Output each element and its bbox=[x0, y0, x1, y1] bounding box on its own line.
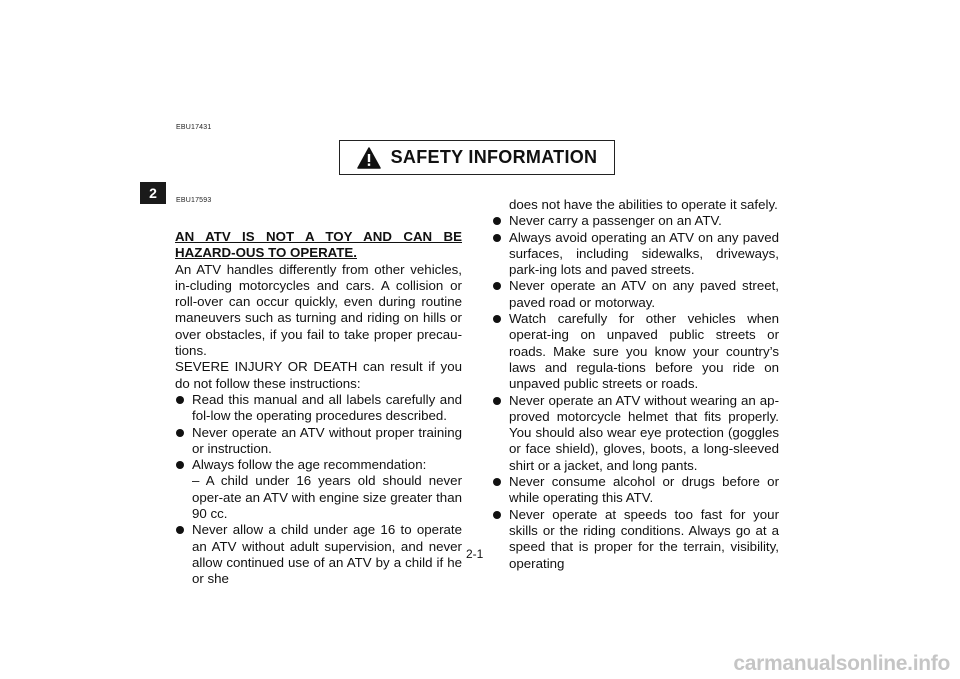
list-item: Never operate an ATV on any paved street, paved road or motorway. bbox=[492, 278, 779, 311]
bullet-icon bbox=[493, 511, 501, 519]
list-item: Never carry a passenger on an ATV. bbox=[492, 213, 779, 229]
list-item: Never operate at speeds too fast for your skills or the riding conditions. Always go at a speed that is proper for the terrain, visibility, operating bbox=[492, 507, 779, 572]
list-item: Never operate an ATV without wearing an ap-proved motorcycle helmet that fits properly. You should also wear eye protection (goggles or face shield), gloves, boots, a long-sleeved shirt or a jacket, and long pants. bbox=[492, 393, 779, 474]
list-item: Watch carefully for other vehicles when operat-ing on unpaved public streets or roads. Make sure you know your country’s laws and regula-tions before you ride on unpaved public streets or roads. bbox=[492, 311, 779, 392]
list-item: Never consume alcohol or drugs before or while operating this ATV. bbox=[492, 474, 779, 507]
section-title-box bbox=[339, 140, 615, 175]
page-number: 2-1 bbox=[466, 547, 484, 561]
bullet-icon bbox=[493, 315, 501, 323]
continued-text: does not have the abilities to operate it safely. bbox=[509, 197, 778, 212]
bullet-icon bbox=[493, 397, 501, 405]
section-code: EBU17593 bbox=[176, 197, 212, 204]
top-code: EBU17431 bbox=[176, 124, 212, 131]
bullet-icon bbox=[176, 526, 184, 534]
chapter-tab: 2 bbox=[140, 182, 166, 204]
bullet-icon bbox=[493, 217, 501, 225]
list-item: Never allow a child under age 16 to operate an ATV without adult supervision, and never allow continued use of an ATV by a child if he or she bbox=[175, 522, 462, 587]
bullet-icon bbox=[176, 461, 184, 469]
warning-icon bbox=[357, 147, 381, 169]
list-item: Never operate an ATV without proper training or instruction. bbox=[175, 425, 462, 458]
watermark[interactable]: carmanualsonline.info bbox=[733, 652, 950, 675]
list-item: Always follow the age recommendation: bbox=[175, 457, 462, 473]
right-column bbox=[492, 197, 779, 572]
list-item: Always avoid operating an ATV on any paved surfaces, including sidewalks, driveways, park-ing lots and paved streets. bbox=[492, 230, 779, 279]
page-title: SAFETY INFORMATION bbox=[390, 147, 598, 167]
list-item: Read this manual and all labels carefully and fol-low the operating procedures described. bbox=[175, 392, 462, 425]
warning-paragraph: SEVERE INJURY OR DEATH can result if you do not follow these instructions: bbox=[175, 359, 462, 391]
bullet-icon bbox=[176, 429, 184, 437]
bullet-icon bbox=[176, 396, 184, 404]
age-sub-item: – A child under 16 years old should never oper-ate an ATV with engine size greater than 90 cc. bbox=[192, 473, 462, 522]
bullet-icon bbox=[493, 478, 501, 486]
bullet-icon bbox=[493, 234, 501, 242]
bullet-icon bbox=[493, 282, 501, 290]
section-heading: AN ATV IS NOT A TOY AND CAN BE HAZARD-OUS TO OPERATE. bbox=[175, 229, 462, 261]
left-column bbox=[175, 229, 462, 588]
intro-paragraph: An ATV handles differently from other vehicles, in-cluding motorcycles and cars. A collision or roll-over can occur quickly, even during routine maneuvers such as turning and riding on hills or over obstacles, if you fail to take proper precau-tions. bbox=[175, 261, 462, 359]
